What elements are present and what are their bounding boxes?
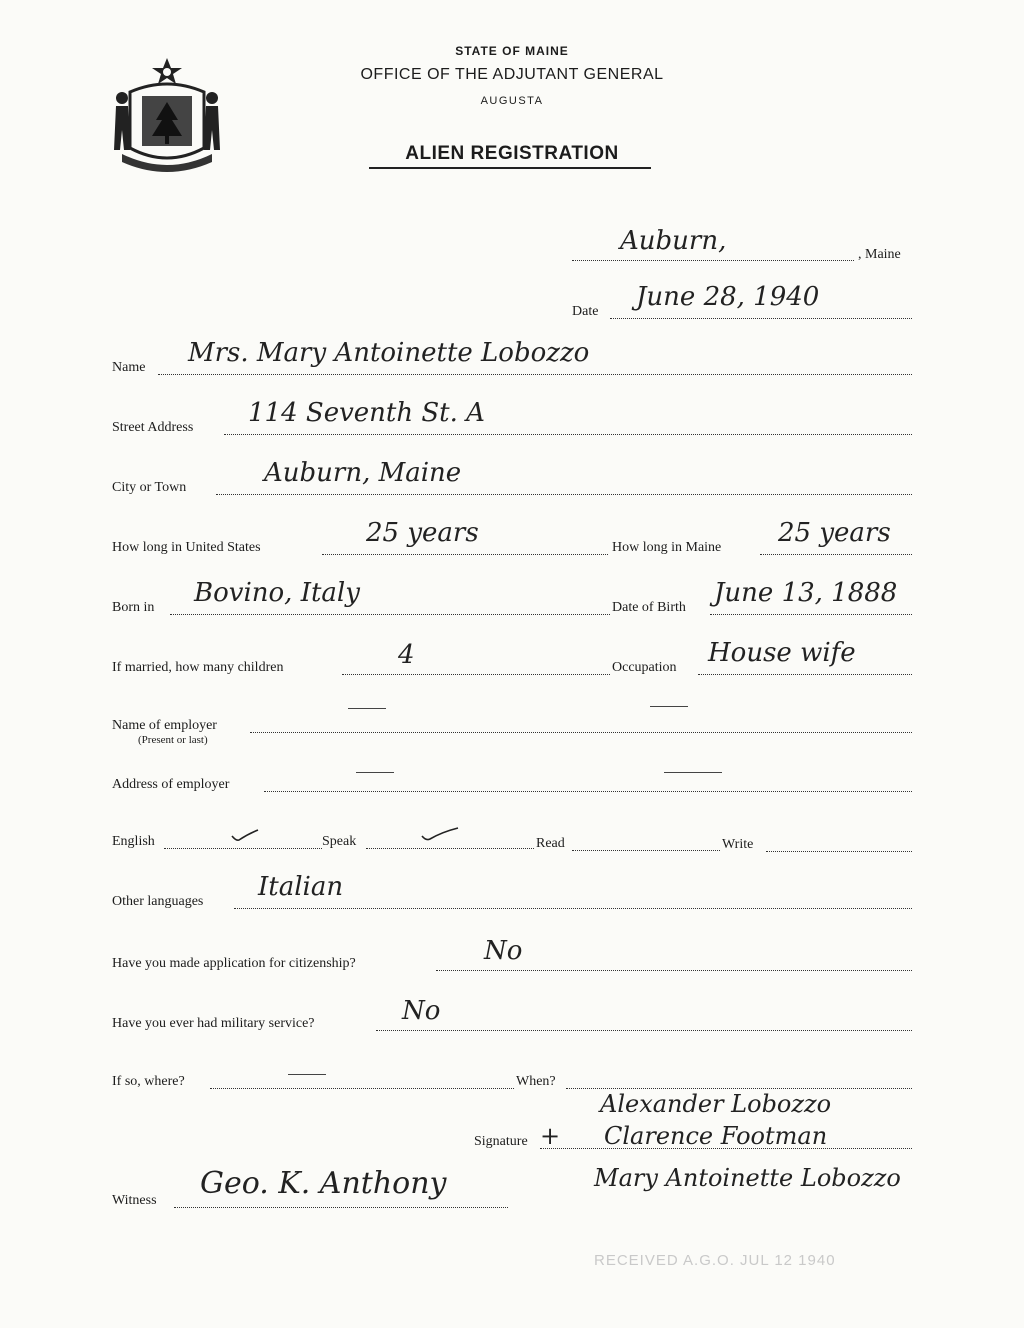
speak-label: Speak — [322, 834, 357, 849]
occupation-value: House wife — [708, 638, 856, 668]
employer-name-dash-2 — [650, 706, 688, 707]
header-state: STATE OF MAINE — [455, 44, 569, 58]
witness-label: Witness — [112, 1193, 157, 1208]
signature-line-1: Alexander Lobozzo — [600, 1090, 832, 1118]
name-value: Mrs. Mary Antoinette Lobozzo — [188, 338, 590, 368]
where-dash — [288, 1074, 326, 1075]
military-line — [376, 1030, 912, 1031]
name-line — [158, 374, 912, 375]
citizenship-label: Have you made application for citizenship? — [112, 956, 356, 971]
received-stamp: RECEIVED A.G.O. JUL 12 1940 — [594, 1252, 836, 1269]
witness-value: Geo. K. Anthony — [200, 1166, 447, 1201]
english-line — [164, 848, 322, 849]
header-office: OFFICE OF THE ADJUTANT GENERAL — [360, 66, 664, 83]
city-value: Auburn, Maine — [264, 458, 462, 488]
when-line — [566, 1088, 912, 1089]
born-label: Born in — [112, 600, 155, 615]
title-underline — [369, 167, 651, 169]
military-label: Have you ever had military service? — [112, 1016, 315, 1031]
form-title: ALIEN REGISTRATION — [405, 143, 619, 164]
date-value: June 28, 1940 — [636, 282, 820, 312]
maine-duration-label: How long in Maine — [612, 540, 722, 555]
city-label: City or Town — [112, 480, 187, 495]
us-duration-label: How long in United States — [112, 540, 261, 555]
where-line — [210, 1088, 514, 1089]
employer-address-label: Address of employer — [112, 777, 230, 792]
when-label: When? — [516, 1074, 556, 1089]
street-line — [224, 434, 912, 435]
occupation-label: Occupation — [612, 660, 677, 675]
citizenship-value: No — [484, 936, 523, 966]
born-line — [170, 614, 610, 615]
employer-name-label: Name of employer — [112, 718, 217, 733]
place-line — [572, 260, 854, 261]
read-label: Read — [536, 836, 565, 851]
dob-value: June 13, 1888 — [714, 578, 898, 608]
date-line — [610, 318, 912, 319]
other-languages-label: Other languages — [112, 894, 204, 909]
city-line — [216, 494, 912, 495]
us-duration-line — [322, 554, 608, 555]
english-checkmark-icon — [230, 828, 260, 844]
children-label: If married, how many children — [112, 660, 284, 675]
employer-name-line — [250, 732, 912, 733]
header-city: AUGUSTA — [480, 95, 544, 107]
signature-line-3: Mary Antoinette Lobozzo — [594, 1164, 901, 1192]
witness-line — [174, 1207, 508, 1208]
street-label: Street Address — [112, 420, 194, 435]
date-label: Date — [572, 304, 599, 319]
employer-address-line — [264, 791, 912, 792]
dob-label: Date of Birth — [612, 600, 686, 615]
where-label: If so, where? — [112, 1074, 185, 1089]
write-line — [766, 851, 912, 852]
write-label: Write — [722, 837, 754, 852]
born-value: Bovino, Italy — [194, 578, 360, 608]
us-duration-value: 25 years — [366, 518, 479, 548]
children-line — [342, 674, 610, 675]
dob-line — [710, 614, 912, 615]
street-value: 114 Seventh St. A — [248, 398, 485, 428]
employer-address-dash — [356, 772, 394, 773]
occupation-line — [698, 674, 912, 675]
other-languages-line — [234, 908, 912, 909]
maine-duration-line — [760, 554, 912, 555]
maine-duration-value: 25 years — [778, 518, 891, 548]
name-label: Name — [112, 360, 146, 375]
place-value: Auburn, — [620, 226, 727, 256]
signature-mark-icon: + — [540, 1122, 561, 1150]
children-value: 4 — [398, 640, 415, 670]
signature-label: Signature — [474, 1134, 528, 1149]
speak-checkmark-icon — [420, 826, 460, 844]
employer-name-dash — [348, 708, 386, 709]
military-value: No — [402, 996, 441, 1026]
place-suffix-label: , Maine — [858, 247, 901, 262]
english-label: English — [112, 834, 155, 849]
read-line — [572, 850, 720, 851]
citizenship-line — [436, 970, 912, 971]
signature-line-2: Clarence Footman — [604, 1122, 828, 1150]
employer-name-sublabel: (Present or last) — [138, 734, 208, 746]
employer-address-dash-2 — [664, 772, 722, 773]
speak-line — [366, 848, 534, 849]
other-languages-value: Italian — [258, 872, 344, 902]
